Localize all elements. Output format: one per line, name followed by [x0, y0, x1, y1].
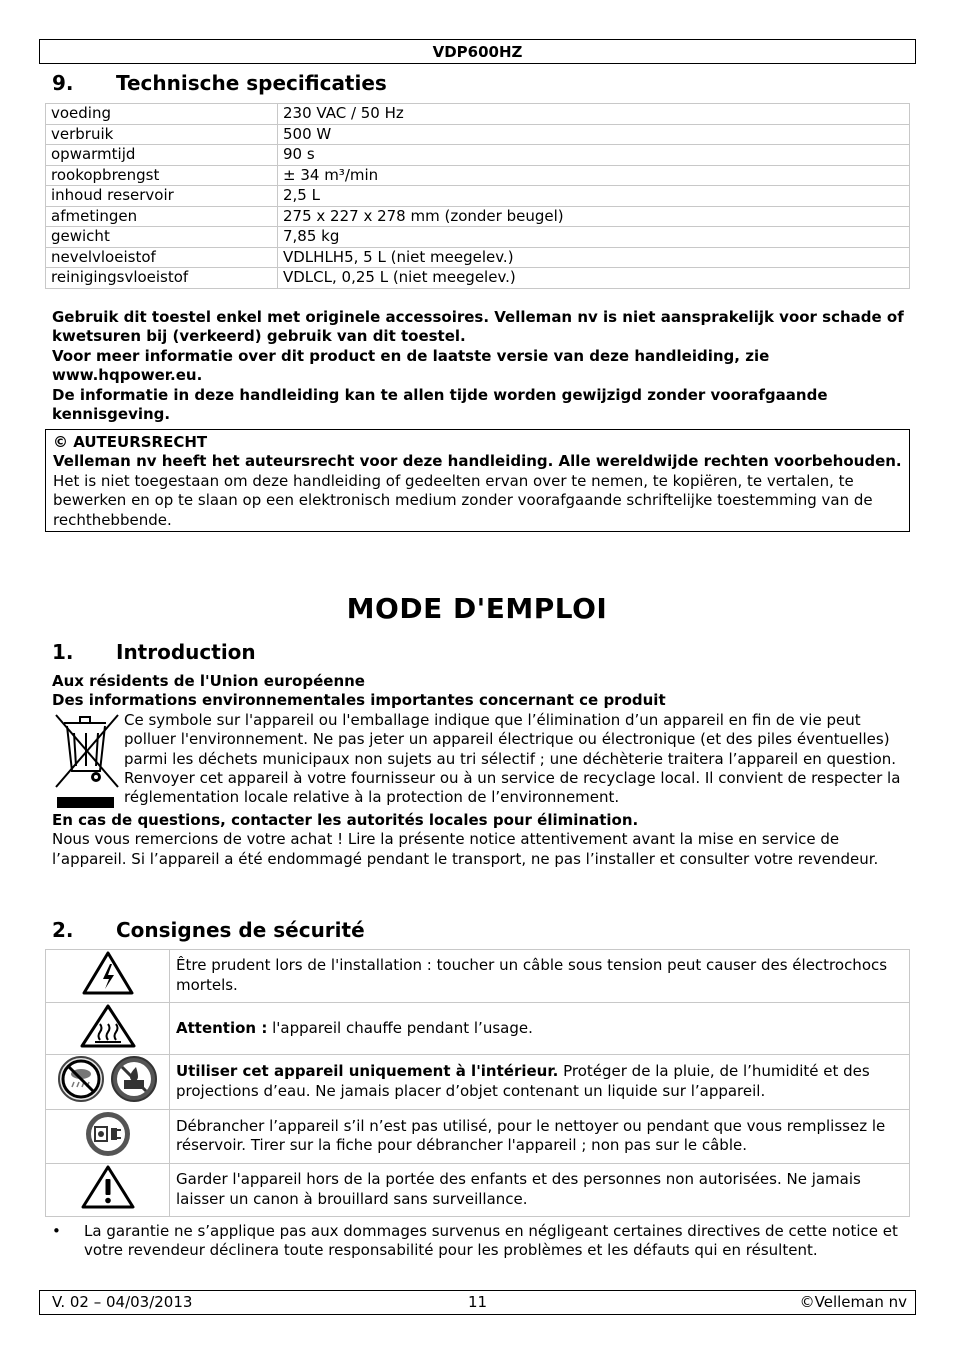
spec-value: VDLCL, 0,25 L (niet meegelev.) — [278, 268, 910, 289]
introduction-body — [52, 672, 904, 869]
spec-value: 90 s — [278, 145, 910, 166]
section-number: 2. — [52, 918, 74, 942]
section-heading-safety — [52, 918, 365, 942]
spec-key: rookopbrengst — [46, 165, 278, 186]
safety-row — [46, 1109, 910, 1163]
section-title: Technische specificaties — [116, 71, 387, 95]
section-heading-technical-specs — [52, 71, 387, 95]
page-footer — [39, 1290, 916, 1315]
usage-notice — [52, 308, 904, 424]
safety-bold: Attention : — [176, 1018, 268, 1037]
hot-surface-warning-icon — [79, 1035, 137, 1053]
notice-line: Gebruik dit toestel enkel met originele accessoires. Velleman nv is niet aansprakelijk voor schade of kwetsuren bij (verkeerd) gebruik van dit toestel. — [52, 308, 904, 346]
safety-text — [170, 1164, 910, 1217]
unplug-icon — [84, 1144, 132, 1162]
safety-text — [170, 1002, 910, 1055]
copyright-bold-text: Velleman nv heeft het auteursrecht voor deze handleiding. Alle wereldwijde rechten voorbehouden. — [53, 452, 902, 471]
safety-bold: Utiliser cet appareil uniquement à l'intérieur. — [176, 1062, 559, 1081]
safety-row — [46, 1002, 910, 1055]
crossed-bin-icon — [52, 711, 122, 811]
safety-row — [46, 950, 910, 1003]
safety-table — [45, 949, 910, 1217]
copyright-text: Het is niet toegestaan om deze handleiding of gedeelten ervan over te nemen, te kopiëren, te vertalen, te bewerken en op te slaan op een elektronisch medium zonder voorafgaande schriftelijke toestemming van de rechthebbende. — [53, 471, 873, 529]
spec-value: ± 34 m³/min — [278, 165, 910, 186]
safety-row — [46, 1055, 910, 1109]
safety-text-body: Débrancher l’appareil s’il n’est pas utilisé, pour le nettoyer ou pendant que vous remplissez le réservoir. Tirer sur la fiche pour débrancher l'appareil ; non pas sur le câble. — [176, 1116, 886, 1155]
spec-row — [46, 124, 910, 145]
safety-icon-cell — [46, 1109, 170, 1163]
page-header — [39, 39, 916, 64]
spec-row — [46, 186, 910, 207]
spec-row — [46, 165, 910, 186]
safety-icon-cell — [46, 1164, 170, 1217]
thanks-text: Nous vous remercions de votre achat ! Lire la présente notice attentivement avant la mise en service de l’appareil. Si l’appareil a été endommagé pendant le transport, ne pas l’installer et consulter votre revendeur. — [52, 830, 879, 868]
weee-bar — [57, 797, 114, 808]
model-name: VDP600HZ — [432, 43, 523, 61]
spec-row — [46, 104, 910, 125]
env-text: Ce symbole sur l'appareil ou l'emballage indique que l’élimination d’un appareil en fin de vie peut polluer l'environnement. Ne pas jeter un appareil électrique ou électronique (et des piles éventuelles) parmi les déchets municipaux non sujets au tri sélectif ; une déchèterie traitera l’appareil en question. Renvoyer cet appareil à votre fournisseur ou à un service de recyclage local. Il convient de respecter la réglementation locale relative à la protection de l’environnement. — [124, 710, 901, 807]
spec-key: opwarmtijd — [46, 145, 278, 166]
spec-key: nevelvloeistof — [46, 247, 278, 268]
copyright-box — [45, 429, 910, 532]
env-info-heading: Des informations environnementales importantes concernant ce produit — [52, 691, 666, 710]
eu-residents-heading: Aux résidents de l'Union européenne — [52, 672, 365, 690]
spec-value: 7,85 kg — [278, 227, 910, 248]
warranty-text: La garantie ne s’applique pas aux dommages survenus en négligeant certaines directives de cette notice et votre revendeur déclinera toute responsabilité pour les problèmes et les défauts qui en résultent. — [84, 1222, 898, 1260]
contact-authorities: En cas de questions, contacter les autorités locales pour élimination. — [52, 810, 639, 829]
footer-page-number: 11 — [467, 1293, 488, 1311]
safety-text-body: Garder l'appareil hors de la portée des enfants et des personnes non autorisées. Ne jamais laisser un canon à brouillard sans surveillance. — [176, 1170, 861, 1208]
spec-row — [46, 206, 910, 227]
notice-line: Voor meer informatie over dit product en de laatste versie van deze handleiding, zie www.hqpower.eu. — [52, 346, 770, 385]
spec-key: inhoud reservoir — [46, 186, 278, 207]
no-liquid-icon — [110, 1089, 158, 1107]
safety-text-body: Protéger de la pluie, de l’humidité et des projections d’eau. Ne jamais placer d’objet contenant un liquide sur l’appareil. — [176, 1062, 870, 1100]
spec-row — [46, 268, 910, 289]
spec-value: 500 W — [278, 124, 910, 145]
section-title: Introduction — [116, 640, 256, 664]
copyright-body — [53, 452, 902, 530]
safety-text-body: Être prudent lors de l'installation : toucher un câble sous tension peut causer des électrochocs mortels. — [176, 956, 888, 994]
bullet-dot-icon: • — [52, 1222, 61, 1240]
spec-row — [46, 145, 910, 166]
section-heading-introduction — [52, 640, 256, 664]
spec-key: verbruik — [46, 124, 278, 145]
specs-table — [45, 103, 910, 289]
footer-copyright: ©Velleman nv — [799, 1293, 907, 1311]
general-warning-icon — [80, 1196, 136, 1214]
spec-key: reinigingsvloeistof — [46, 268, 278, 289]
spec-key: afmetingen — [46, 206, 278, 227]
section-number: 1. — [52, 640, 74, 664]
safety-icon-cell — [46, 1002, 170, 1055]
safety-text — [170, 1055, 910, 1109]
electric-shock-warning-icon — [81, 982, 135, 1000]
manual-title: MODE D'EMPLOI — [346, 592, 608, 625]
safety-row — [46, 1164, 910, 1217]
copyright-heading: © AUTEURSRECHT — [53, 433, 208, 451]
safety-text — [170, 950, 910, 1003]
spec-row — [46, 247, 910, 268]
section-title: Consignes de sécurité — [116, 918, 365, 942]
spec-key: voeding — [46, 104, 278, 125]
spec-value: 2,5 L — [278, 186, 910, 207]
spec-row — [46, 227, 910, 248]
safety-text — [170, 1109, 910, 1163]
spec-value: VDLHLH5, 5 L (niet meegelev.) — [278, 247, 910, 268]
no-rain-icon — [57, 1089, 110, 1107]
section-number: 9. — [52, 71, 74, 95]
footer-version: V. 02 – 04/03/2013 — [52, 1293, 193, 1311]
weee-block — [52, 711, 904, 808]
spec-value: 230 VAC / 50 Hz — [278, 104, 910, 125]
safety-icon-cell — [46, 950, 170, 1003]
safety-text-body: l'appareil chauffe pendant l’usage. — [267, 1018, 533, 1037]
notice-line: De informatie in deze handleiding kan te allen tijde worden gewijzigd zonder voorafgaande kennisgeving. — [52, 385, 828, 424]
spec-key: gewicht — [46, 227, 278, 248]
warranty-bullet — [52, 1222, 904, 1261]
spec-value: 275 x 227 x 278 mm (zonder beugel) — [278, 206, 910, 227]
safety-icon-cell — [46, 1055, 170, 1109]
